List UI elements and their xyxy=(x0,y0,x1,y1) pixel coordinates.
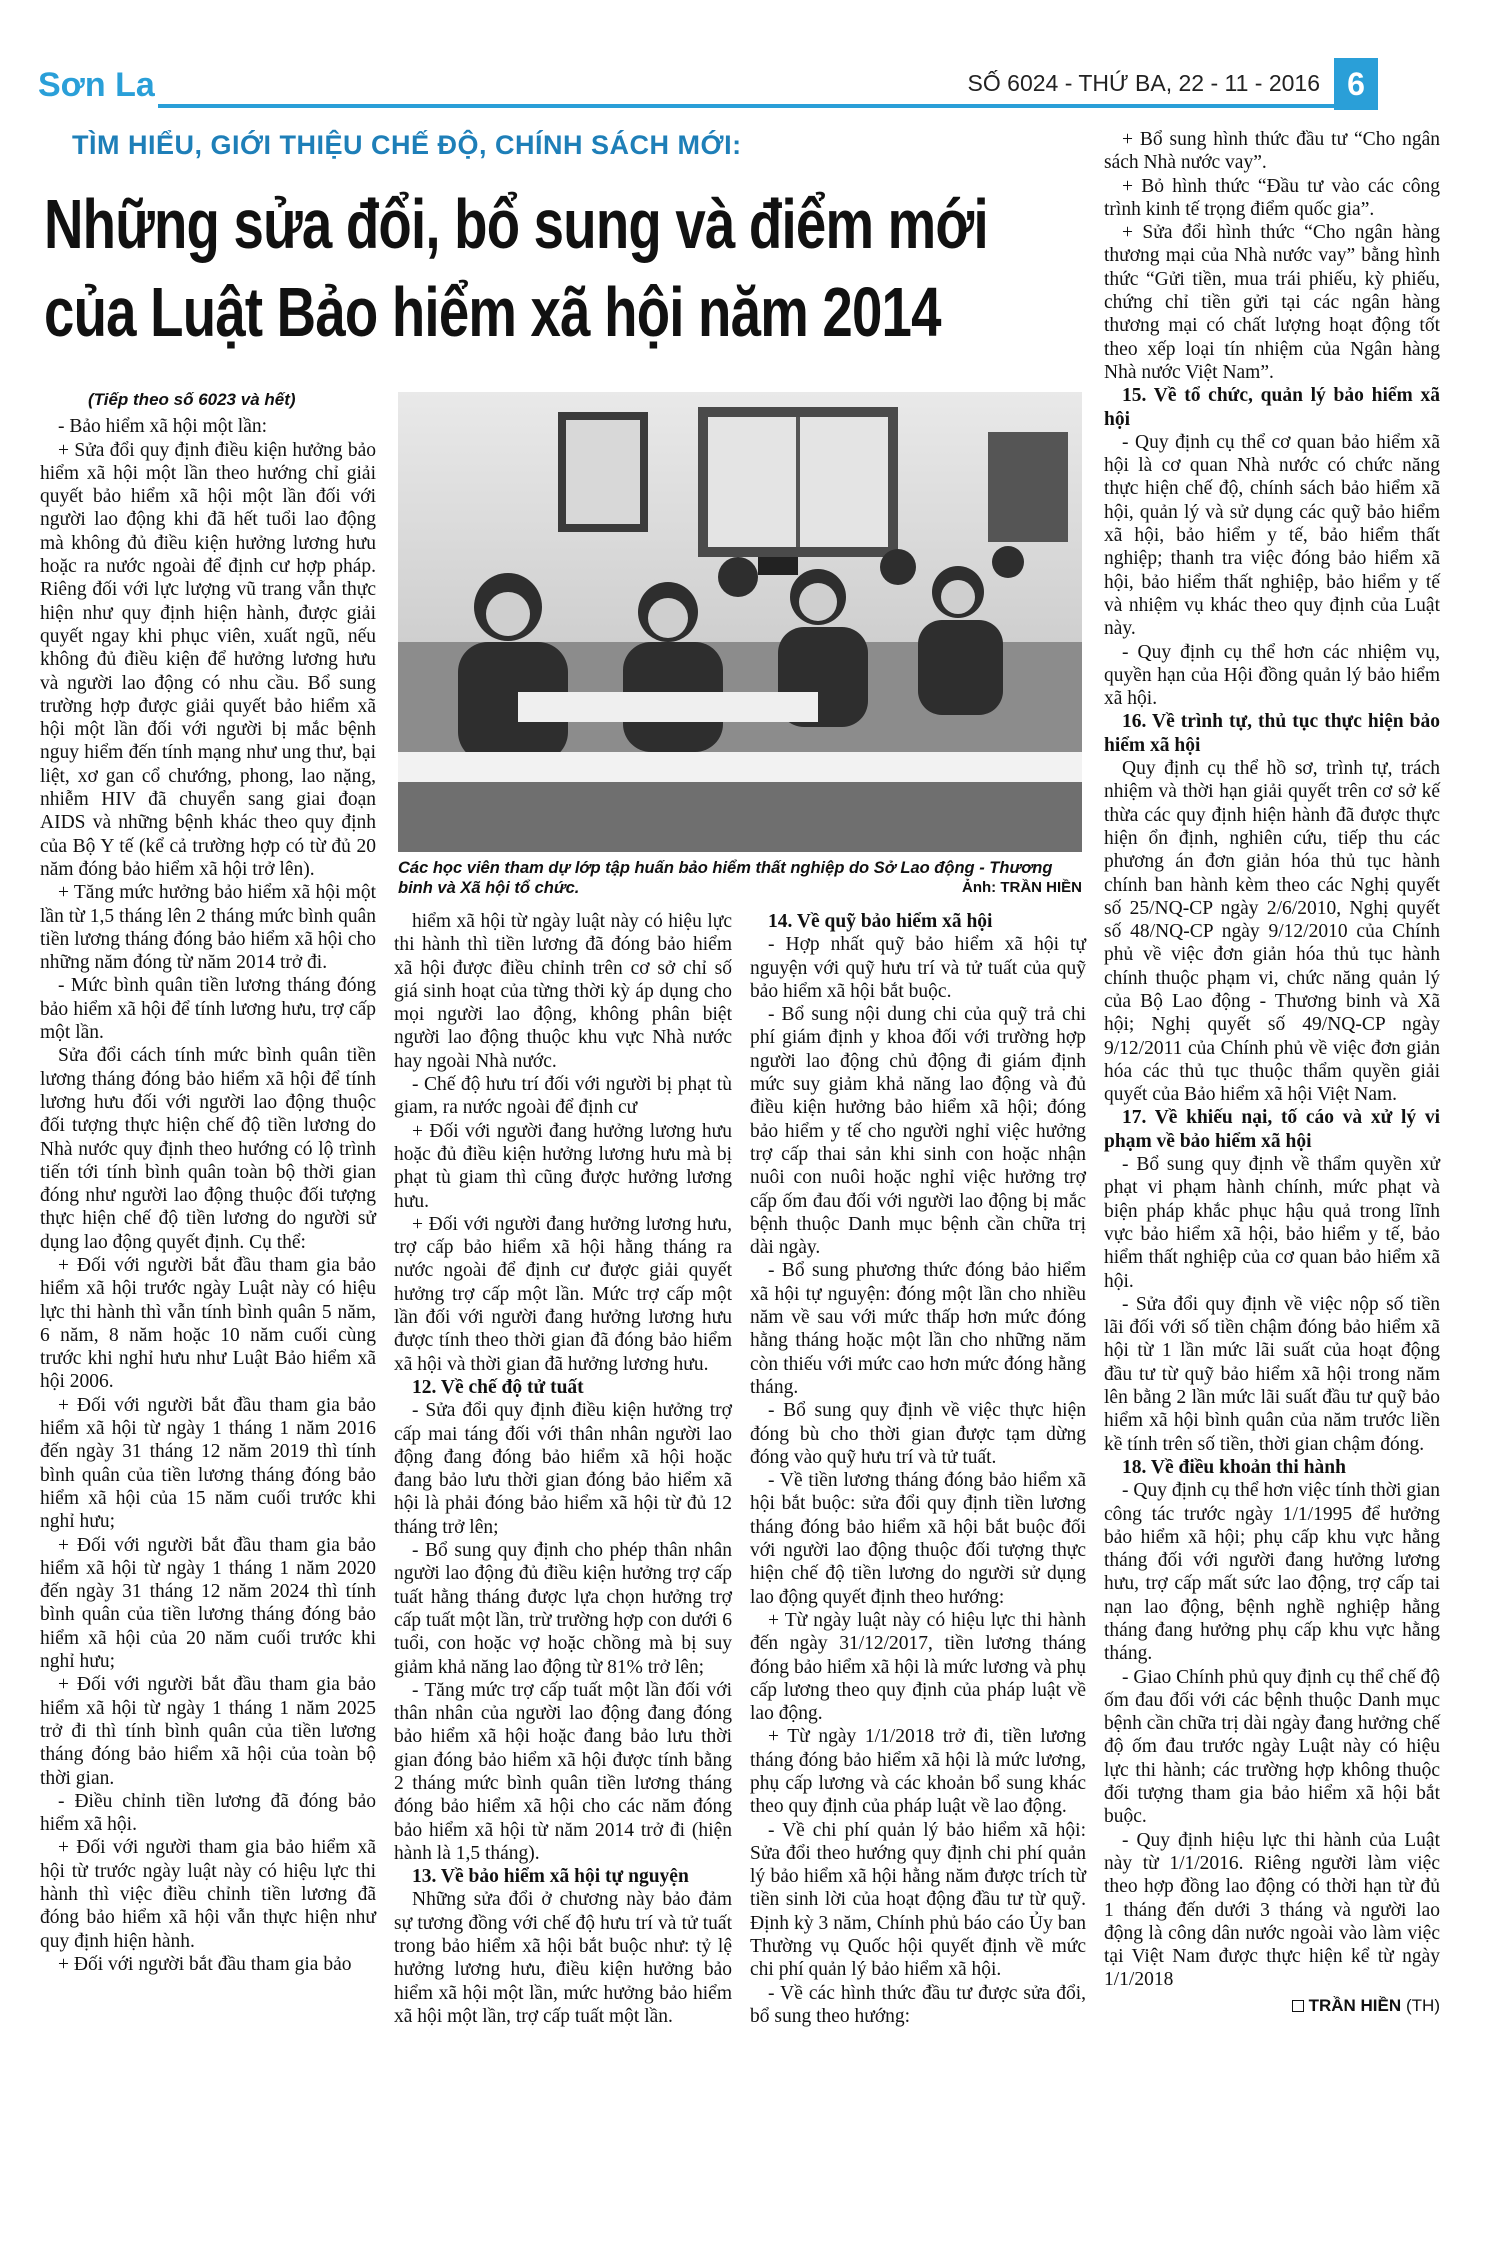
paragraph: - Điều chỉnh tiền lương đã đóng bảo hiểm xã hội. xyxy=(40,1790,376,1836)
paragraph: + Đối với người bắt đầu tham gia bảo hiểm xã hội từ ngày 1 tháng 1 năm 2025 trở đi thì tính bình quân của tiền lương tháng đóng bảo hiểm xã hội của toàn bộ thời gian. xyxy=(40,1674,376,1789)
page-number: 6 xyxy=(1334,58,1378,110)
paragraph: + Từ ngày luật này có hiệu lực thi hành đến ngày 31/12/2017, tiền lương tháng đóng bảo hiểm xã hội là mức lương và phụ cấp lương theo quy định của pháp luật về lao động. xyxy=(750,1609,1086,1725)
photo-caption xyxy=(398,858,1082,898)
section-brand: Sơn La xyxy=(38,66,155,104)
paragraph: - Về chi phí quản lý bảo hiểm xã hội: Sửa đổi theo hướng quy định chi phí quản lý bảo hiểm xã hội hằng năm được trích từ tiền sinh lời của hoạt động đầu tư từ quỹ. Định kỳ 3 năm, Chính phủ báo cáo Ủy ban Thường vụ Quốc hội quyết định về mức chi phí quản lý bảo hiểm xã hội. xyxy=(750,1819,1086,1981)
paragraph: + Đối với người bắt đầu tham gia bảo xyxy=(58,1953,352,1975)
section-heading: 14. Về quỹ bảo hiểm xã hội xyxy=(768,911,993,932)
paragraph: - Mức bình quân tiền lương tháng đóng bảo hiểm xã hội để tính lương hưu, trợ cấp một lần. xyxy=(40,975,376,1044)
paragraph: Sửa đổi cách tính mức bình quân tiền lương tháng đóng bảo hiểm xã hội để tính lương hưu đối với người lao động thuộc đối tượng thực hiện chế độ tiền lương do Nhà nước quy định theo hướng có lộ trình tiến tới tính bình quân toàn bộ thời gian đóng như người lao động thuộc đối tượng thực hiện chế độ tiền lương do người sử dụng lao động quyết định. Cụ thể: xyxy=(40,1045,376,1253)
headline-line-1: Những sửa đổi, bổ sung và điểm mới xyxy=(44,185,988,263)
classroom-photo-image xyxy=(398,392,1082,852)
paragraph: - Chế độ hưu trí đối với người bị phạt tù giam, ra nước ngoài để định cư xyxy=(394,1074,732,1119)
col4-paragraphs xyxy=(1104,128,1440,1992)
section-heading: 13. Về bảo hiểm xã hội tự nguyện xyxy=(412,1866,689,1888)
section-heading: 16. Về trình tự, thủ tục thực hiện bảo hiểm xã hội xyxy=(1104,711,1440,756)
author-suffix: (TH) xyxy=(1406,1995,1440,2015)
paragraph: + Đối với người tham gia bảo hiểm xã hội từ trước ngày luật này có hiệu lực thi hành thì việc điều chỉnh tiền lương đã đóng bảo hiểm xã hội vẫn thực hiện như quy định hiện hành. xyxy=(40,1837,376,1952)
article-headline xyxy=(44,180,988,356)
paragraph: + Đối với người đang hưởng lương hưu, trợ cấp bảo hiểm xã hội hằng tháng ra nước ngoài để định cư được giải quyết hưởng trợ cấp một lần. Mức trợ cấp một lần đối với người đang hưởng lương hưu được tính theo thời gian đã đóng bảo hiểm xã hội và thời gian đã hưởng lương hưu. xyxy=(394,1213,732,1375)
paragraph: - Quy định cụ thể hơn việc tính thời gian công tác trước ngày 1/1/1995 để hưởng bảo hiểm xã hội; phụ cấp khu vực hằng tháng đối với người đang hưởng lương hưu, trợ cấp mất sức lao động, trợ cấp tai nạn lao động, bệnh nghề nghiệp hằng tháng đang hưởng phụ cấp khu vực hằng tháng. xyxy=(1104,1480,1440,1665)
paragraph: + Đối với người bắt đầu tham gia bảo hiểm xã hội trước ngày Luật này có hiệu lực thi hành thì vẫn tính bình quân 5 năm, 6 năm, 8 năm hoặc 10 năm cuối cùng trước khi nghỉ hưu như Luật Bảo hiểm xã hội 2006. xyxy=(40,1254,376,1393)
paragraph: - Về tiền lương tháng đóng bảo hiểm xã hội bắt buộc: sửa đổi quy định tiền lương tháng đóng bảo hiểm xã hội bắt buộc đối với người lao động thuộc đối tượng thực hiện chế độ tiền lương do người sử dụng lao động quyết định theo hướng: xyxy=(750,1470,1086,1608)
section-heading: 12. Về chế độ tử tuất xyxy=(412,1376,584,1398)
paragraph: - Sửa đổi quy định điều kiện hưởng trợ cấp mai táng đối với thân nhân người lao động đang đóng bảo hiểm xã hội hoặc đang bảo lưu thời gian đóng bảo hiểm xã hội là phải đóng bảo hiểm xã hội từ đủ 12 tháng trở lên; xyxy=(394,1400,732,1538)
section-heading: 18. Về điều khoản thi hành xyxy=(1122,1456,1346,1478)
author-name: TRẦN HIỀN xyxy=(1308,1995,1402,2015)
paragraph: - Về các hình thức đầu tư được sửa đổi, bổ sung theo hướng: xyxy=(750,1982,1086,2027)
paragraph: - Bổ sung quy định về việc thực hiện đóng bù cho thời gian được tạm dừng đóng vào quỹ hưu trí và tử tuất. xyxy=(750,1400,1086,1468)
paragraph: Quy định cụ thể hồ sơ, trình tự, trách nhiệm và thời hạn giải quyết trên cơ sở kế thừa các quy định hiện hành đã được thực hiện ổn định, nghiên cứu, tiếp thu các phương án đơn giản hóa thủ tục hành chính ban hành kèm theo các Nghị quyết số 25/NQ-CP ngày 2/6/2010, Nghị quyết số 48/NQ-CP ngày 9/12/2010 của Chính phủ về việc đơn giản hóa thủ tục hành chính thuộc phạm vi, chức năng quản lý của Bộ Lao động - Thương binh và Xã hội; Nghị quyết số 49/NQ-CP ngày 9/12/2011 của Chính phủ về việc đơn giản hóa các thủ tục thuộc thẩm quyền giải quyết của Bảo hiểm xã hội Việt Nam. xyxy=(1104,758,1440,1106)
paragraph: + Đối với người bắt đầu tham gia bảo hiểm xã hội từ ngày 1 tháng 1 năm 2020 đến ngày 31 tháng 12 năm 2024 thì tính bình quân của tiền lương tháng đóng bảo hiểm xã hội của 20 năm cuối trước khi nghỉ hưu; xyxy=(40,1534,376,1673)
section-heading: 15. Về tổ chức, quản lý bảo hiểm xã hội xyxy=(1104,385,1440,430)
paragraph: + Tăng mức hưởng bảo hiểm xã hội một lần từ 1,5 tháng lên 2 tháng mức bình quân tiền lương tháng đóng bảo hiểm xã hội cho những năm đóng từ năm 2014 trở đi. xyxy=(40,882,376,974)
paragraph: - Giao Chính phủ quy định cụ thể chế độ ốm đau đối với các bệnh thuộc Danh mục bệnh cần chữa trị dài ngày đang hưởng chế độ ốm đau trước ngày Luật này có hiệu lực thi hành; các trường hợp không thuộc đối tượng tham gia bảo hiểm xã hội bắt buộc. xyxy=(1104,1666,1440,1828)
masthead-rule xyxy=(158,104,1378,108)
photo-credit: Ảnh: TRẦN HIỀN xyxy=(962,879,1082,896)
paragraph: + Sửa đổi quy định điều kiện hưởng bảo hiểm xã hội một lần theo hướng chỉ giải quyết bảo hiểm xã hội một lần đối với người lao động khi đã hết tuổi lao động mà không đủ điều kiện hưởng lương hưu hoặc ra nước ngoài để định cư hợp pháp. Riêng đối với lực lượng vũ trang vẫn thực hiện như quy định hiện hành, được giải quyết ngay khi phục viên, xuất ngũ, nếu không đủ điều kiện để hưởng lương hưu và người lao động có nhu cầu. Bổ sung trường hợp được giải quyết bảo hiểm xã hội một lần đối với người bị mắc bệnh nguy hiểm đến tính mạng như ung thư, bại liệt, xơ gan cổ chướng, phong, lao nặng, nhiễm HIV đã chuyển sang giai đoạn AIDS và những bệnh khác theo quy định của Bộ Y tế (kể cả trường hợp có từ đủ 20 năm đóng bảo hiểm xã hội trở lên). xyxy=(40,439,376,880)
issue-info: SỐ 6024 - THỨ BA, 22 - 11 - 2016 xyxy=(967,70,1320,96)
paragraph: - Bổ sung quy định cho phép thân nhân người lao động đủ điều kiện hưởng trợ cấp tuất hằng tháng được lựa chọn hưởng trợ cấp tuất một lần, trừ trường hợp con dưới 6 tuổi, con hoặc vợ hoặc chồng mà bị suy giảm khả năng lao động từ 81% trở lên; xyxy=(394,1540,732,1678)
paragraph: - Quy định cụ thể cơ quan bảo hiểm xã hội là cơ quan Nhà nước có chức năng thực hiện chế độ, chính sách bảo hiểm xã hội, quản lý và sử dụng các quỹ bảo hiểm xã hội, bảo hiểm y tế, bảo hiểm thất nghiệp; thanh tra việc đóng bảo hiểm xã hội, bảo hiểm thất nghiệp, bảo hiểm y tế và nhiệm vụ khác theo quy định của Luật này. xyxy=(1104,431,1440,640)
byline xyxy=(1104,1994,1440,2017)
paragraph: + Sửa đổi hình thức “Cho ngân hàng thương mại của Nhà nước vay” bằng hình thức “Gửi tiền, mua trái phiếu, kỳ phiếu, chứng chỉ tiền gửi tại các ngân hàng thương mại có chất lượng hoạt động tốt theo xếp loại tín nhiệm của Ngân hàng Nhà nước Việt Nam”. xyxy=(1104,222,1440,383)
paragraph: - Bảo hiểm xã hội một lần: xyxy=(58,416,268,438)
masthead xyxy=(38,58,1378,114)
paragraph: - Sửa đổi quy định về việc nộp số tiền lãi đối với số tiền chậm đóng bảo hiểm xã hội từ 1 lần mức lãi suất của hoạt động đầu tư từ quỹ bảo hiểm xã hội trong năm lên bằng 2 lần mức lãi suất đầu tư quỹ bảo hiểm xã hội bình quân của năm trước liền kề tính trên số tiền, thời gian chậm đóng. xyxy=(1104,1293,1440,1455)
text-column-2 xyxy=(394,910,732,2028)
article-kicker: TÌM HIỂU, GIỚI THIỆU CHẾ ĐỘ, CHÍNH SÁCH MỚI: xyxy=(72,130,742,160)
continuation-note: (Tiếp theo số 6023 và hết) xyxy=(88,390,296,409)
text-column-1 xyxy=(40,388,376,1976)
paragraph: + Bổ sung hình thức đầu tư “Cho ngân sách Nhà nước vay”. xyxy=(1104,129,1440,174)
paragraph: - Quy định cụ thể hơn các nhiệm vụ, quyền hạn của Hội đồng quản lý bảo hiểm xã hội. xyxy=(1104,641,1440,710)
section-heading: 17. Về khiếu nại, tố cáo và xử lý vi phạm về bảo hiểm xã hội xyxy=(1104,1107,1440,1152)
paragraph: + Bỏ hình thức “Đầu tư vào các công trình kinh tế trọng điểm quốc gia”. xyxy=(1104,175,1440,220)
paragraph: - Bổ sung quy định về thẩm quyền xử phạt vi phạm hành chính, mức phạt và biện pháp khắc phục hậu quả trong lĩnh vực bảo hiểm xã hội, bảo hiểm y tế, bảo hiểm thất nghiệp của cơ quan bảo hiểm xã hội. xyxy=(1104,1154,1440,1292)
paragraph: - Tăng mức trợ cấp tuất một lần đối với thân nhân của người lao động đang đóng bảo hiểm xã hội hoặc đang bảo lưu thời gian đóng bảo hiểm xã hội được tính bằng 2 tháng mức bình quân tiền lương tháng đóng bảo hiểm xã hội cho các năm đóng bảo hiểm xã hội từ năm 2014 trở đi (hiện hành là 1,5 tháng). xyxy=(394,1679,732,1864)
col1-paragraphs xyxy=(40,415,376,1976)
paragraph: Những sửa đổi ở chương này bảo đảm sự tương đồng với chế độ hưu trí và tử tuất trong bảo hiểm xã hội bắt buộc như: tỷ lệ hưởng lương hưu, điều kiện hưởng bảo hiểm xã hội một lần, mức hưởng bảo hiểm xã hội một lần, trợ cấp tuất một lần. xyxy=(394,1889,732,2027)
article-photo xyxy=(398,392,1082,852)
text-column-4 xyxy=(1104,128,1440,2017)
paragraph: - Bổ sung nội dung chi của quỹ trả chi phí giám định y khoa đối với trường hợp người lao động chủ động đi giám định mức suy giảm khả năng lao động và đủ điều kiện hưởng bảo hiểm xã hội; đóng bảo hiểm y tế cho người nghỉ việc hưởng trợ cấp thai sản khi sinh con hoặc nhận nuôi con nuôi hoặc nghỉ việc hưởng trợ cấp ốm đau đối với người lao động bị mắc bệnh thuộc Danh mục bệnh cần chữa trị dài ngày. xyxy=(750,1004,1086,1259)
paragraph: - Hợp nhất quỹ bảo hiểm xã hội tự nguyện với quỹ hưu trí và tử tuất của quỹ bảo hiểm xã hội bắt buộc. xyxy=(750,934,1086,1002)
paragraph: - Bổ sung phương thức đóng bảo hiểm xã hội tự nguyện: đóng một lần cho nhiều năm về sau với mức thấp hơn mức đóng hằng tháng hoặc một lần cho những năm còn thiếu với mức cao hơn mức đóng hằng tháng. xyxy=(750,1260,1086,1398)
paragraph: + Đối với người bắt đầu tham gia bảo hiểm xã hội từ ngày 1 tháng 1 năm 2016 đến ngày 31 tháng 12 năm 2019 thì tính bình quân của tiền lương tháng đóng bảo hiểm xã hội của 15 năm cuối trước khi nghỉ hưu; xyxy=(40,1394,376,1533)
end-mark-icon xyxy=(1292,2000,1304,2012)
paragraph: - Quy định hiệu lực thi hành của Luật này từ 1/1/2016. Riêng người làm việc theo hợp đồng lao động có thời hạn từ đủ 1 tháng đến dưới 3 tháng và người lao động là công dân nước ngoài vào làm việc tại Việt Nam được thực hiện kể từ ngày 1/1/2018 xyxy=(1104,1829,1440,1991)
photo-caption-text: Các học viên tham dự lớp tập huấn bảo hiểm thất nghiệp do Sở Lao động - Thương binh và Xã hội tổ chức. xyxy=(398,859,1053,897)
paragraph: + Đối với người đang hưởng lương hưu hoặc đủ điều kiện hưởng lương hưu mà bị phạt tù giam thì cũng được hưởng lương hưu. xyxy=(394,1120,732,1212)
text-column-3 xyxy=(750,910,1086,2028)
paragraph: + Từ ngày 1/1/2018 trở đi, tiền lương tháng đóng bảo hiểm xã hội là mức lương, phụ cấp lương và các khoản bổ sung khác theo quy định của pháp luật về lao động. xyxy=(750,1726,1086,1818)
paragraph: hiểm xã hội từ ngày luật này có hiệu lực thi hành thì tiền lương đã đóng bảo hiểm xã hội được điều chỉnh trên cơ sở chỉ số giá sinh hoạt của từng thời kỳ áp dụng cho mọi người lao động, không phân biệt người lao động thuộc khu vực Nhà nước hay ngoài Nhà nước. xyxy=(394,911,732,1072)
headline-line-2: của Luật Bảo hiểm xã hội năm 2014 xyxy=(44,273,941,351)
